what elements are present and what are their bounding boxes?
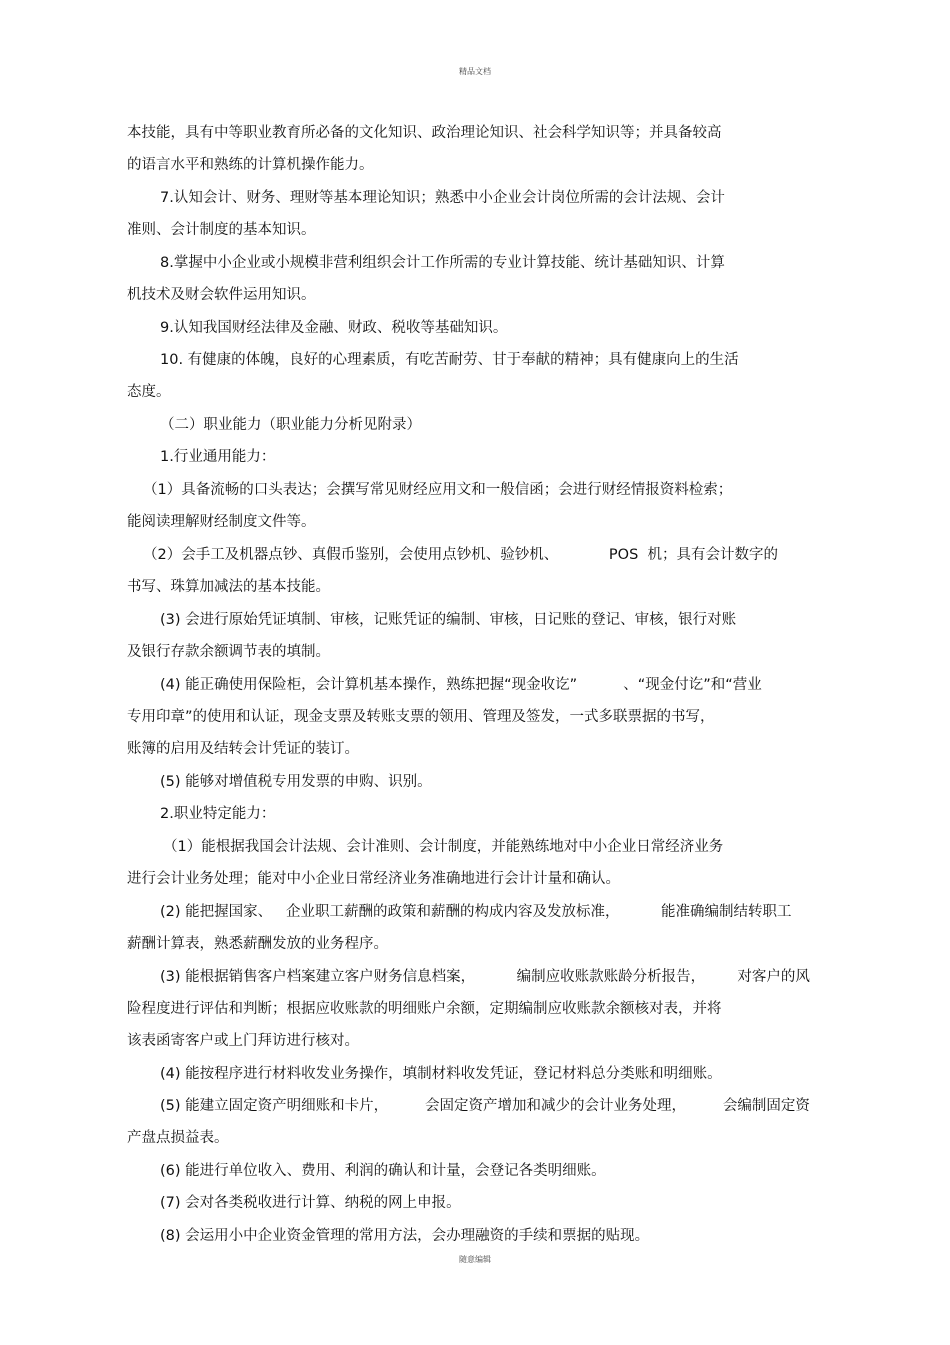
text-line: （1）能根据我国会计法规、会计准则、会计制度，并能熟练地对中小企业日常经济业务 [163,839,724,855]
text-line: (4) 能按程序进行材料收发业务操作，填制材料收发凭证，登记材料总分类账和明细账。 [160,1066,722,1082]
text-line: 9.认知我国财经法律及金融、财政、税收等基础知识。 [160,320,508,336]
text-line: 产盘点损益表。 [127,1130,229,1146]
page-footer: 随意编辑 [459,1255,491,1264]
text-line: (8) 会运用小中企业资金管理的常用方法，会办理融资的手续和票据的贴现。 [160,1228,650,1244]
text-line: 账簿的启用及结转会计凭证的装订。 [127,741,359,757]
text-line: (5) 能建立固定资产明细账和卡片， 会固定资产增加和减少的会计业务处理， 会编制固定资 [160,1098,810,1114]
text-line: 2.职业特定能力： [160,806,276,822]
page-header: 精品文档 [459,67,491,76]
text-line: (5) 能够对增值税专用发票的申购、识别。 [160,774,432,790]
text-line: (3) 能根据销售客户档案建立客户财务信息档案， 编制应收账款账龄分析报告， 对客户的风 [160,969,810,985]
text-line: (4) 能正确使用保险柜，会计算机基本操作，熟练把握“现金收讫” 、“现金付讫”和“营业 [160,677,762,693]
text-line: （二）职业能力（职业能力分析见附录） [160,417,421,433]
text-line: （2）会手工及机器点钞、真假币鉴别，会使用点钞机、验钞机、 POS 机；具有会计数字的 [143,547,779,563]
text-line: 能阅读理解财经制度文件等。 [127,514,316,530]
text-line: （1）具备流畅的口头表达；会撰写常见财经应用文和一般信函；会进行财经情报资料检索； [143,482,733,498]
text-line: 7.认知会计、财务、理财等基本理论知识；熟悉中小企业会计岗位所需的会计法规、会计 [160,190,725,206]
text-line: (2) 能把握国家、 企业职工薪酬的政策和薪酬的构成内容及发放标准， 能准确编制结转职工 [160,904,792,920]
text-line: 8.掌握中小企业或小规模非营利组织会计工作所需的专业计算技能、统计基础知识、计算 [160,255,725,271]
text-line: 书写、珠算加减法的基本技能。 [127,579,330,595]
text-line: 本技能，具有中等职业教育所必备的文化知识、政治理论知识、社会科学知识等；并具备较高 [127,125,722,141]
text-line: 进行会计业务处理；能对中小企业日常经济业务准确地进行会计计量和确认。 [127,871,620,887]
text-line: 该表函寄客户或上门拜访进行核对。 [127,1033,359,1049]
text-line: 及银行存款余额调节表的填制。 [127,644,330,660]
text-line: 10. 有健康的体魄，良好的心理素质，有吃苦耐劳、甘于奉献的精神；具有健康向上的生活 [160,352,739,368]
text-line: 险程度进行评估和判断；根据应收账款的明细账户余额，定期编制应收账款余额核对表，并将 [127,1001,722,1017]
text-line: 的语言水平和熟练的计算机操作能力。 [127,157,374,173]
text-line: (7) 会对各类税收进行计算、纳税的网上申报。 [160,1195,461,1211]
text-line: 态度。 [127,384,171,400]
text-line: 准则、会计制度的基本知识。 [127,222,316,238]
text-line: 薪酬计算表，熟悉薪酬发放的业务程序。 [127,936,388,952]
text-line: 机技术及财会软件运用知识。 [127,287,316,303]
text-line: (6) 能进行单位收入、费用、利润的确认和计量，会登记各类明细账。 [160,1163,606,1179]
text-line: 专用印章”的使用和认证，现金支票及转账支票的领用、管理及签发，一式多联票据的书写， [127,709,715,725]
text-line: (3) 会进行原始凭证填制、审核，记账凭证的编制、审核，日记账的登记、审核，银行对账 [160,612,737,628]
text-line: 1.行业通用能力： [160,449,276,465]
